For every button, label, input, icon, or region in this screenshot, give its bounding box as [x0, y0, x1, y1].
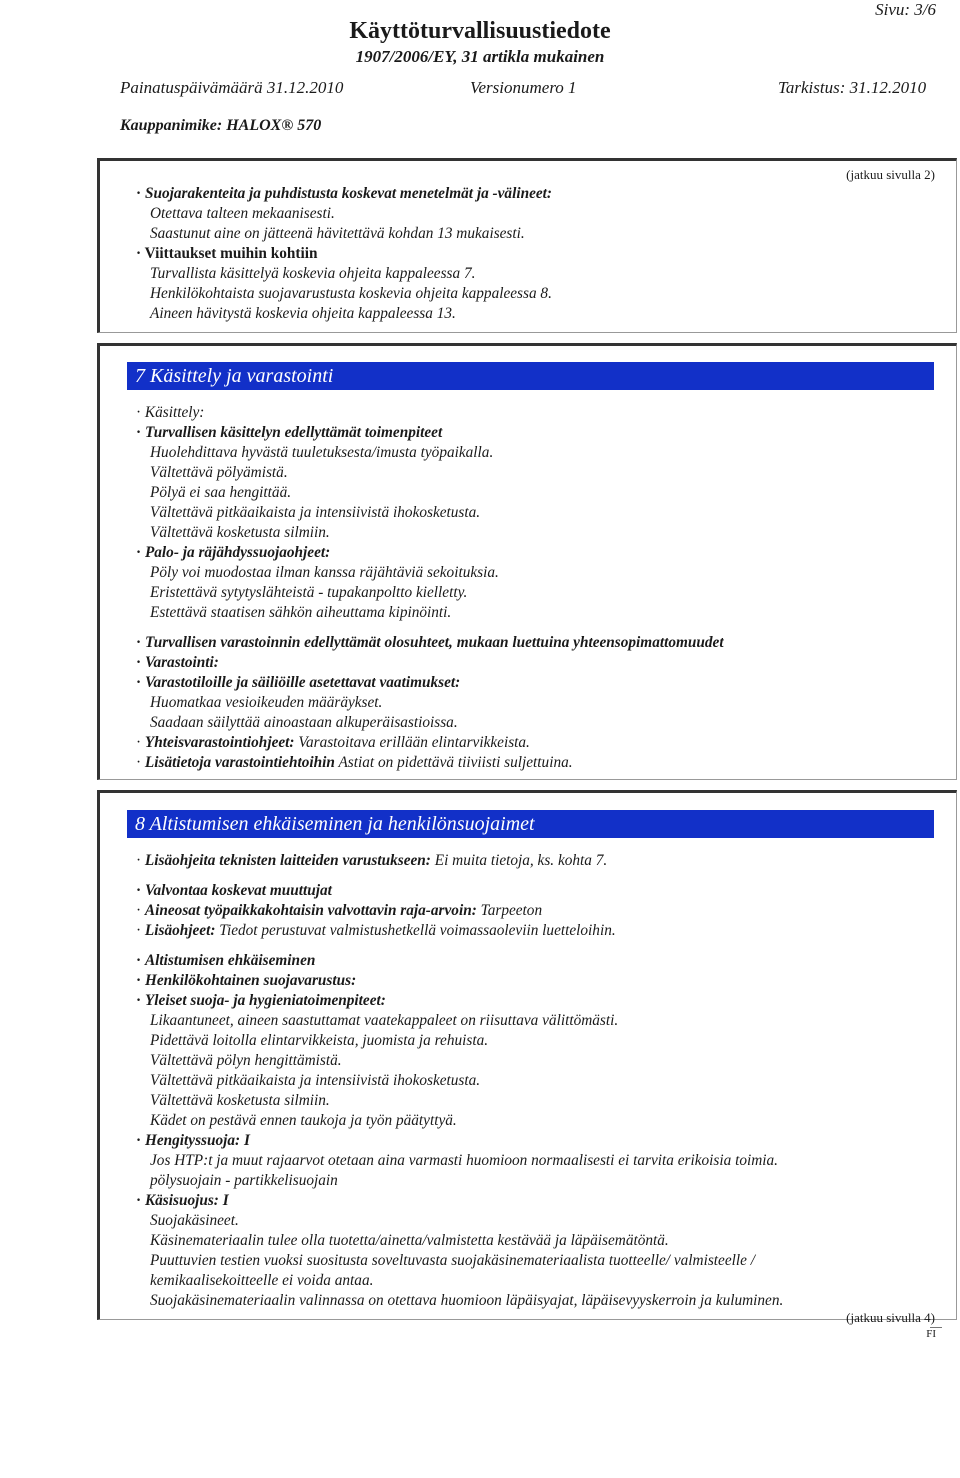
s8-line: Suojakäsinemateriaalin valinnassa on otettava huomioon läpäisyajat, läpäisevyyskerroin ja kuluminen.: [150, 1292, 784, 1309]
s8-line: · Lisäohjeita teknisten laitteiden varustukseen: Ei muita tietoja, ks. kohta 7.: [136, 852, 608, 869]
trade-name: Kauppanimike: HALOX® 570: [120, 117, 322, 134]
s8-line: Suojakäsineet.: [150, 1212, 239, 1229]
s8-line: Käsinemateriaalin tulee olla tuotetta/ainetta/valmistetta kestävää ja läpäisemätöntä.: [150, 1232, 669, 1249]
s7-line: · Yhteisvarastointiohjeet: Varastoitava erillään elintarvikkeista.: [136, 734, 530, 751]
s8-line: Vältettävä pölyn hengittämistä.: [150, 1052, 342, 1069]
s7-line: Pöly voi muodostaa ilman kanssa räjähtäviä sekoituksia.: [150, 564, 499, 581]
section-8-heading: 8 Altistumisen ehkäiseminen ja henkilönsuojaimet: [127, 810, 934, 838]
s8-line: kemikaalisekoitteelle ei voida antaa.: [150, 1272, 374, 1289]
s6-line: · Suojarakenteita ja puhdistusta koskevat menetelmät ja -välineet:: [136, 185, 553, 202]
s7-line: Vältettävä pitkäaikaista ja intensiivistä ihokosketusta.: [150, 504, 481, 521]
s7-line: Pölyä ei saa hengittää.: [150, 484, 292, 501]
section-7-heading: 7 Käsittely ja varastointi: [127, 362, 934, 390]
s8-line: Pidettävä loitolla elintarvikkeista, juomista ja rehuista.: [150, 1032, 489, 1049]
continued-from-note: (jatkuu sivulla 2): [846, 167, 935, 182]
s7-line: · Käsittely:: [136, 404, 205, 421]
revision-date: Tarkistus: 31.12.2010: [778, 78, 927, 97]
s8-line: Likaantuneet, aineen saastuttamat vaatekappaleet on riisuttava välittömästi.: [150, 1012, 619, 1029]
s8-line: · Aineosat työpaikkakohtaisin valvottavin raja-arvoin: Tarpeeton: [136, 902, 543, 919]
s6-line: Otettava talteen mekaanisesti.: [150, 205, 335, 222]
s8-line: · Hengityssuoja: I: [136, 1132, 250, 1149]
s7-line: Vältettävä kosketusta silmiin.: [150, 524, 330, 541]
s8-line: Vältettävä pitkäaikaista ja intensiivistä ihokosketusta.: [150, 1072, 481, 1089]
s7-line: Huomatkaa vesioikeuden määräykset.: [150, 694, 383, 711]
document-title: Käyttöturvallisuustiedote: [349, 18, 611, 44]
s8-line: · Lisäohjeet: Tiedot perustuvat valmistushetkellä voimassaoleviin luetteloihin.: [136, 922, 616, 939]
s7-line: · Palo- ja räjähdyssuojaohjeet:: [136, 544, 331, 561]
s8-line: · Altistumisen ehkäiseminen: [136, 952, 316, 969]
s8-line: pölysuojain - partikkelisuojain: [150, 1172, 338, 1189]
s8-line: Puuttuvien testien vuoksi suositusta soveltuvasta suojakäsinemateriaalista tuotteelle/ valmisteelle /: [150, 1252, 755, 1269]
s6-line: Aineen hävitystä koskevia ohjeita kappaleessa 13.: [150, 305, 456, 322]
page-number: Sivu: 3/6: [875, 0, 936, 19]
s6-line: Turvallista käsittelyä koskevia ohjeita kappaleessa 7.: [150, 265, 476, 282]
s8-line: Kädet on pestävä ennen taukoja ja työn päätyttyä.: [150, 1112, 457, 1129]
s8-line: · Käsisuojus: I: [136, 1192, 229, 1209]
s8-line: · Yleiset suoja- ja hygieniatoimenpiteet:: [136, 992, 386, 1009]
language-code: FI: [926, 1328, 936, 1340]
version-number: Versionumero 1: [470, 78, 577, 97]
s7-line: Huolehdittava hyvästä tuuletuksesta/imusta työpaikalla.: [150, 444, 494, 461]
print-date: Painatuspäivämäärä 31.12.2010: [120, 78, 344, 97]
s7-line: Saadaan säilyttää ainoastaan alkuperäisastioissa.: [150, 714, 458, 731]
s7-line: · Varastotiloille ja säiliöille asetettavat vaatimukset:: [136, 674, 461, 691]
s8-line: Jos HTP:t ja muut rajaarvot otetaan aina varmasti huomioon normaalisesti ei tarvita erikoisia toimia.: [150, 1152, 779, 1169]
s7-line: · Turvallisen varastoinnin edellyttämät olosuhteet, mukaan luettuina yhteensopimattomuudet: [136, 634, 724, 651]
s8-line: · Valvontaa koskevat muuttujat: [136, 882, 332, 899]
continued-to-note: (jatkuu sivulla 4): [846, 1310, 935, 1325]
s6-line: Henkilökohtaista suojavarustusta koskevia ohjeita kappaleessa 8.: [150, 285, 552, 302]
document-subtitle: 1907/2006/EY, 31 artikla mukainen: [355, 47, 605, 66]
s8-line: · Henkilökohtainen suojavarustus:: [136, 972, 357, 989]
s7-line: Eristettävä sytytyslähteistä - tupakanpoltto kielletty.: [150, 584, 468, 601]
s7-line: Estettävä staatisen sähkön aiheuttama kipinöinti.: [150, 604, 452, 621]
s7-line: · Turvallisen käsittelyn edellyttämät toimenpiteet: [136, 424, 443, 441]
s6-line: · Viittaukset muihin kohtiin: [136, 245, 318, 262]
s8-line: Vältettävä kosketusta silmiin.: [150, 1092, 330, 1109]
s7-line: Vältettävä pölyämistä.: [150, 464, 288, 481]
s7-line: · Varastointi:: [136, 654, 219, 671]
s7-line: · Lisätietoja varastointiehtoihin Astiat on pidettävä tiiviisti suljettuina.: [136, 754, 573, 771]
s6-line: Saastunut aine on jätteenä hävitettävä kohdan 13 mukaisesti.: [150, 225, 525, 242]
